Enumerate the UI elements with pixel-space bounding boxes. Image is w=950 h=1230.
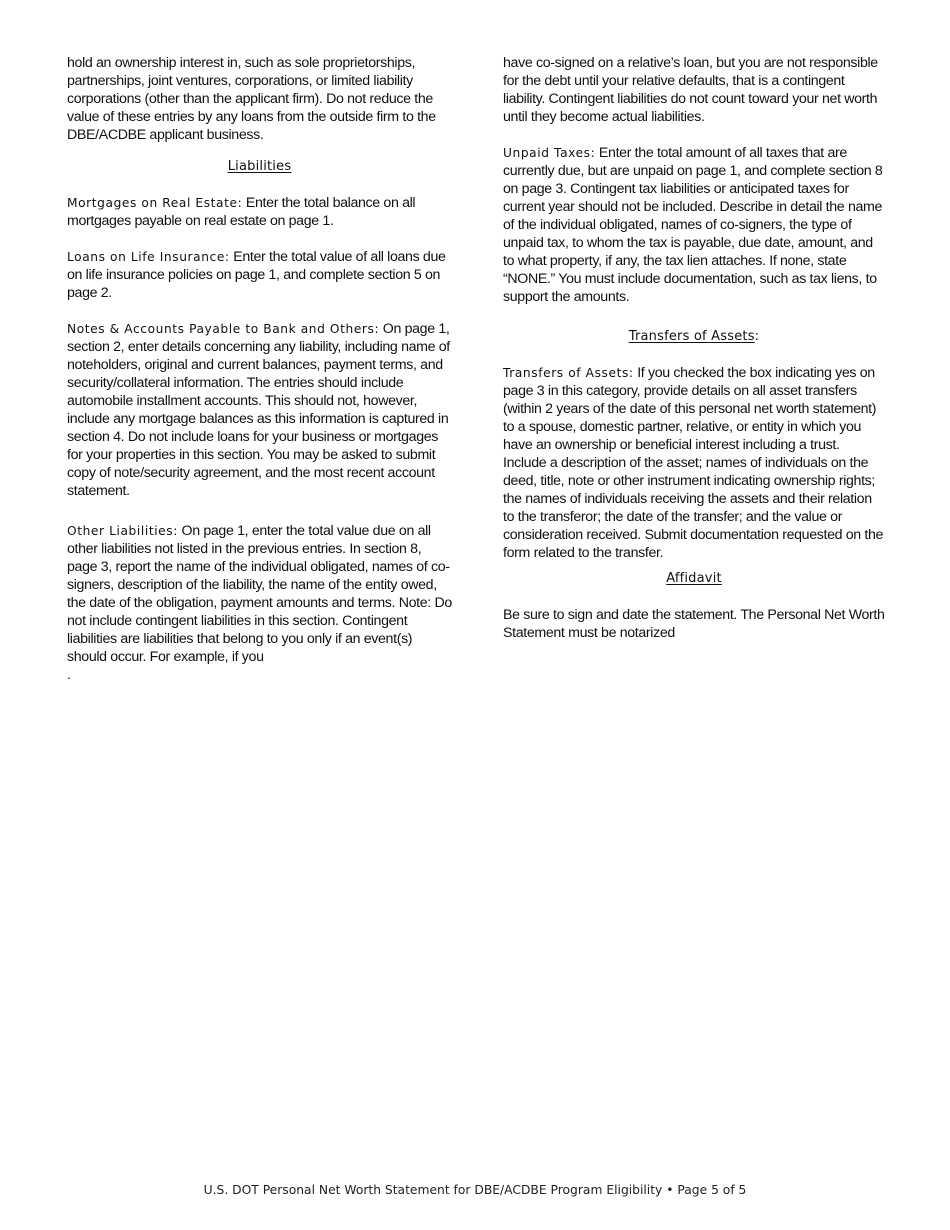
mortgages-paragraph: [67, 194, 452, 230]
transfers-heading-colon: :: [754, 329, 760, 344]
transfers-heading: [503, 328, 885, 346]
loans-label: Loans on Life Insurance:: [67, 250, 230, 264]
loans-paragraph: [67, 248, 452, 302]
unpaid-taxes-text: Enter the total amount of all taxes that are currently due, but are unpaid on page 1, and complete section 8 on page 3. Contingent tax liabilities or anticipated taxes for current year should not be included. Describe in detail the name of the individual obligated, names of co-signers, the type of unpaid tax, to whom the tax is payable, due date, amount, and to what property, if any, the tax lien attaches. If none, state “NONE.” You must include documentation, such as tax liens, to support the amounts.: [503, 145, 883, 305]
unpaid-taxes-paragraph: [503, 144, 885, 306]
contingent-continued-paragraph: have co-signed on a relative’s loan, but you are not responsible for the debt until your relative defaults, that is a contingent liability. Contingent liabilities do not count toward your net worth until they become actual liabilities.: [503, 55, 878, 125]
affidavit-heading: Affidavit: [666, 571, 722, 586]
mortgages-label: Mortgages on Real Estate:: [67, 196, 243, 210]
transfers-label: Transfers of Assets:: [503, 366, 634, 380]
notes-paragraph: [67, 320, 452, 500]
mortgages-text: Enter the total balance on all mortgages payable on real estate on page 1.: [67, 195, 416, 229]
other-liabilities-paragraph: [67, 522, 452, 666]
loans-text: Enter the total value of all loans due on life insurance policies on page 1, and complete section 5 on page 2.: [67, 249, 446, 301]
notes-text: On page 1, section 2, enter details concerning any liability, including name of noteholders, original and current balances, payment terms, and security/collateral information. The entries should include automobile installment accounts. This should not, however, include any mortgage balances as this information is captured in section 4. Do not include loans for your business or mortgages for your properties in this section. You may be asked to submit copy of note/security agreement, and the most recent account statement.: [67, 321, 450, 499]
page-footer: U.S. DOT Personal Net Worth Statement for DBE/ACDBE Program Eligibility • Page 5 of 5: [203, 1183, 747, 1197]
transfers-text: If you checked the box indicating yes on page 3 in this category, provide details on all asset transfers (within 2 years of the date of this personal net worth statement) to a spouse, domestic partner, relative, or entity in which you have an ownership or beneficial interest including a trust. Include a description of the asset; names of individuals on the deed, title, note or other instrument indicating ownership rights; the names of individuals receiving the assets and their relation to the transferor; the date of the transfer; and the value or consideration received. Submit documentation requested on the form related to the transfer.: [503, 365, 884, 561]
unpaid-taxes-label: Unpaid Taxes:: [503, 146, 596, 160]
transfers-paragraph: [503, 364, 885, 562]
other-liabilities-text: On page 1, enter the total value due on all other liabilities not listed in the previous entries. In section 8, page 3, report the name of the individual obligated, names of co-signers, description of the liability, the name of the entity owed, the date of the obligation, payment amounts and terms. Note: Do not include contingent liabilities in this section. Contingent liabilities are liabilities that belong to you only if an event(s) should occur. For example, if you: [67, 523, 452, 665]
transfers-heading-text: Transfers of Assets: [628, 329, 755, 344]
left-column: [67, 54, 452, 684]
affidavit-paragraph: Be sure to sign and date the statement. The Personal Net Worth Statement must be notarized: [503, 607, 885, 641]
stray-dot: .: [67, 667, 71, 683]
other-liabilities-label: Other Liabilities:: [67, 524, 178, 538]
right-column: [503, 54, 885, 642]
liabilities-heading: Liabilities: [227, 159, 292, 174]
notes-label: Notes & Accounts Payable to Bank and Others:: [67, 322, 380, 336]
intro-paragraph: hold an ownership interest in, such as sole proprietorships, partnerships, joint ventures, corporations, or limited liability corporations (other than the applicant firm). Do not reduce the value of these entries by any loans from the outside firm to the DBE/ACDBE applicant business.: [67, 55, 436, 143]
